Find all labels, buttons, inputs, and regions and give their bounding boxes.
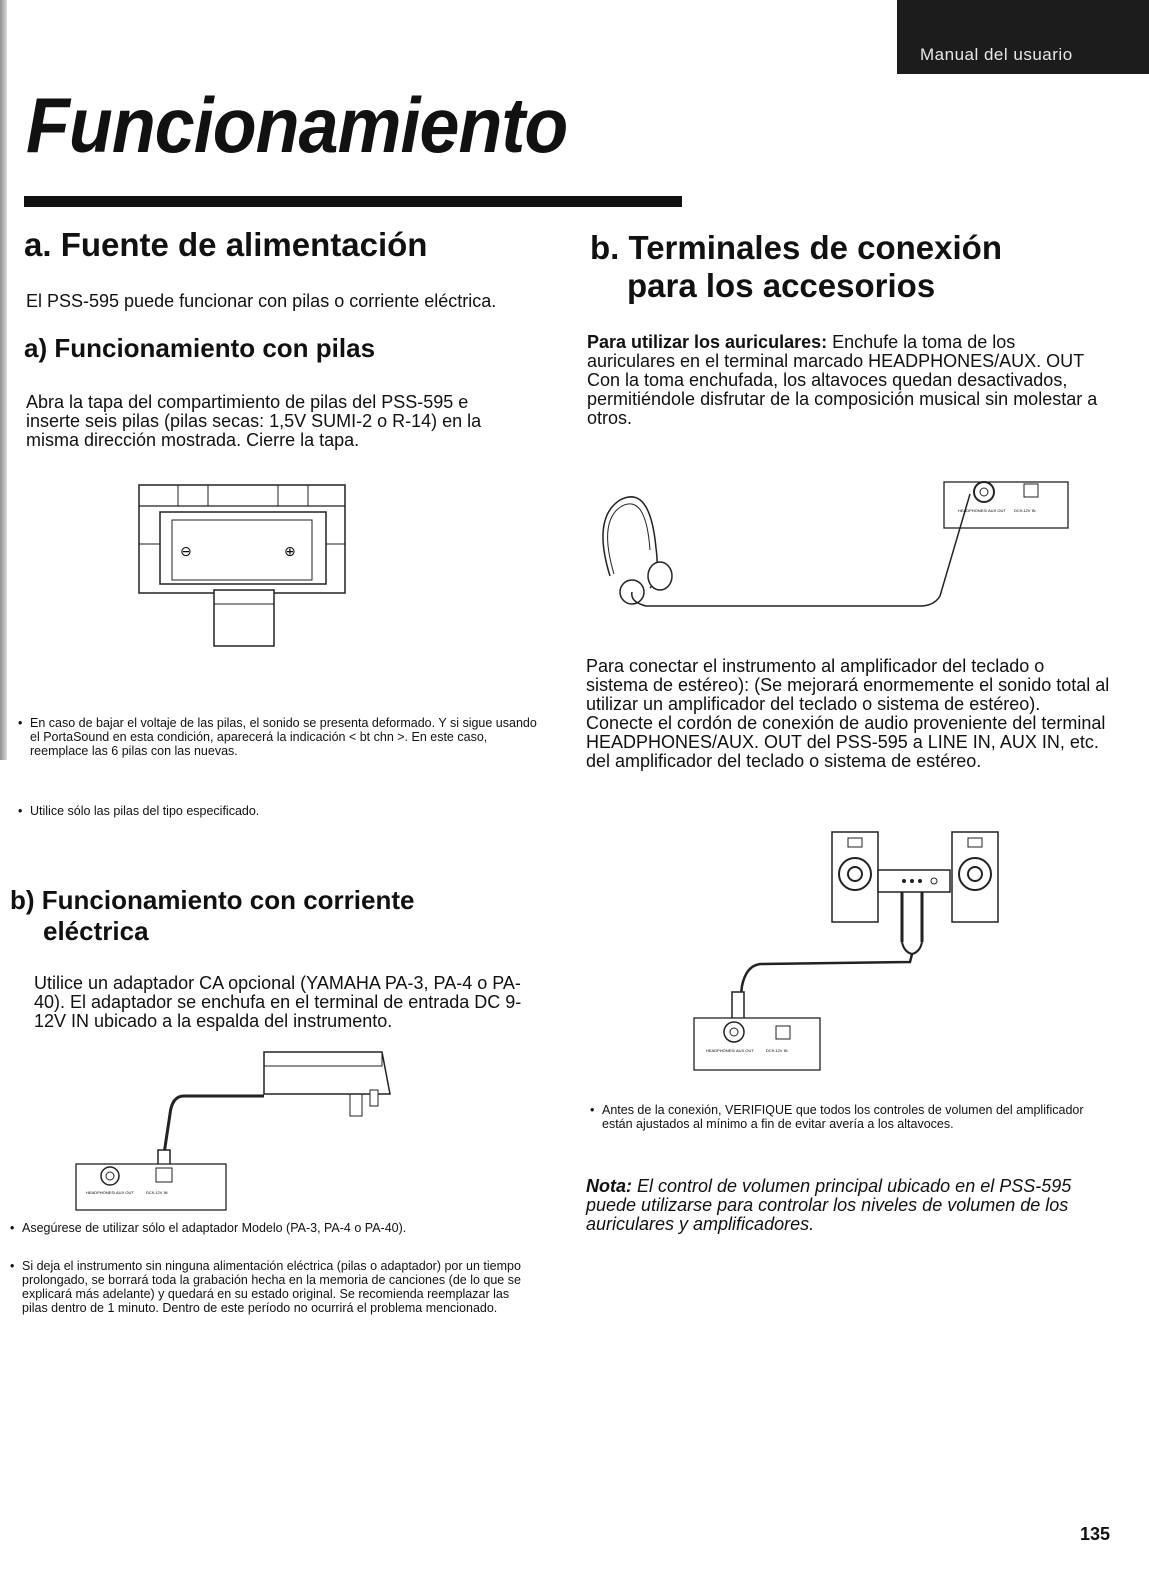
page-title: Funcionamiento [26, 81, 568, 169]
sub-b-heading-line2: eléctrica [43, 916, 149, 946]
sub-a-note-1: • En caso de bajar el voltaje de las pilas, el sonido se presenta deformado. Y si sigue usando el PortaSound en esta condición, aparecerá la indicación < bt chn >. En este caso, reemplace las 6 pilas con las nuevas. [18, 716, 537, 758]
page-number: 135 [1080, 1524, 1111, 1544]
hp-dc-label: DC9-12V IN [1014, 508, 1036, 513]
amp-paragraph: Para conectar el instrumento al amplificador del teclado o sistema de estéreo): (Se mejorará enormemente el sonido total al utilizar un amplificador del teclado o sistema de estéreo). Conecte el cordón de conexión de audio proveniente del terminal HEADPHONES/AUX. OUT del PSS-595 a LINE IN, AUX IN, etc. del amplificador del teclado o sistema de estéreo. [586, 656, 1110, 771]
headphones-body: Enchufe la toma de los auriculares en el terminal marcado HEADPHONES/AUX. OUT Con la toma enchufada, los altavoces quedan desactivados, permitiéndole disfrutar de la composición musical sin molestar a otros. [587, 332, 1098, 428]
headphones-paragraph [587, 333, 1107, 428]
ac-adapter-diagram [74, 1044, 404, 1214]
sub-b-note-2: • Si deja el instrumento sin ninguna alimentación eléctrica (pilas o adaptador) por un tiempo prolongado, se borrará toda la grabación hecha en la memoria de canciones (de lo que se explicará más adelante) y quedará en su estado original. Se recomienda reemplazar las pilas dentro de 1 minuto. Dentro de este período no ocurrirá el problema mencionado. [10, 1259, 521, 1315]
amp-note: • Antes de la conexión, VERIFIQUE que todos los controles de volumen del amplificador están ajustados al mínimo a fin de evitar avería a los altavoces. [590, 1103, 1084, 1131]
plus-symbol: ⊕ [284, 543, 296, 559]
sub-a-note-2: • Utilice sólo las pilas del tipo especificado. [18, 804, 260, 818]
section-a-heading: a. Fuente de alimentación [24, 226, 428, 263]
amp-headphones-label: HEADPHONES/ AUX OUT [706, 1048, 754, 1053]
adapter-headphones-label: HEADPHONES/ AUX OUT [86, 1190, 134, 1195]
battery-compartment-diagram [138, 484, 348, 648]
title-rule [24, 196, 682, 207]
headphones-diagram [590, 478, 1080, 612]
nota-label: Nota: [586, 1176, 632, 1196]
section-a-intro: El PSS-595 puede funcionar con pilas o corriente eléctrica. [26, 291, 497, 311]
hp-headphones-label: HEADPHONES/ AUX OUT [958, 508, 1006, 513]
minus-symbol: ⊖ [180, 543, 192, 559]
headphones-lead: Para utilizar los auriculares: [587, 332, 828, 352]
section-b-heading-line2: para los accesorios [627, 267, 936, 304]
page-edge-shadow [0, 0, 7, 760]
header-tab-label: Manual del usuario [920, 45, 1073, 64]
adapter-dc-label: DC9-12V IN [146, 1190, 168, 1195]
section-b-heading-line1: b. Terminales de conexión [590, 229, 1003, 266]
amplifier-diagram [690, 826, 1010, 1074]
sub-a-body: Abra la tapa del compartimiento de pilas del PSS-595 e inserte seis pilas (pilas secas: 1,5V SUMI-2 o R-14) en la misma dirección mostrada. Cierre la tapa. [26, 392, 482, 450]
amp-dc-label: DC9-12V IN [766, 1048, 788, 1053]
nota-paragraph [586, 1177, 1111, 1234]
sub-b-heading-line1: b) Funcionamiento con corriente [10, 885, 415, 915]
sub-a-heading: a) Funcionamiento con pilas [24, 333, 376, 363]
sub-b-body: Utilice un adaptador CA opcional (YAMAHA PA-3, PA-4 o PA-40). El adaptador se enchufa en el terminal de entrada DC 9-12V IN ubicado a la espalda del instrumento. [34, 973, 522, 1031]
nota-body: El control de volumen principal ubicado en el PSS-595 puede utilizarse para controlar los niveles de volumen de los auriculares y amplificadores. [586, 1176, 1072, 1234]
sub-b-note-1: • Asegúrese de utilizar sólo el adaptador Modelo (PA-3, PA-4 o PA-40). [10, 1221, 407, 1235]
